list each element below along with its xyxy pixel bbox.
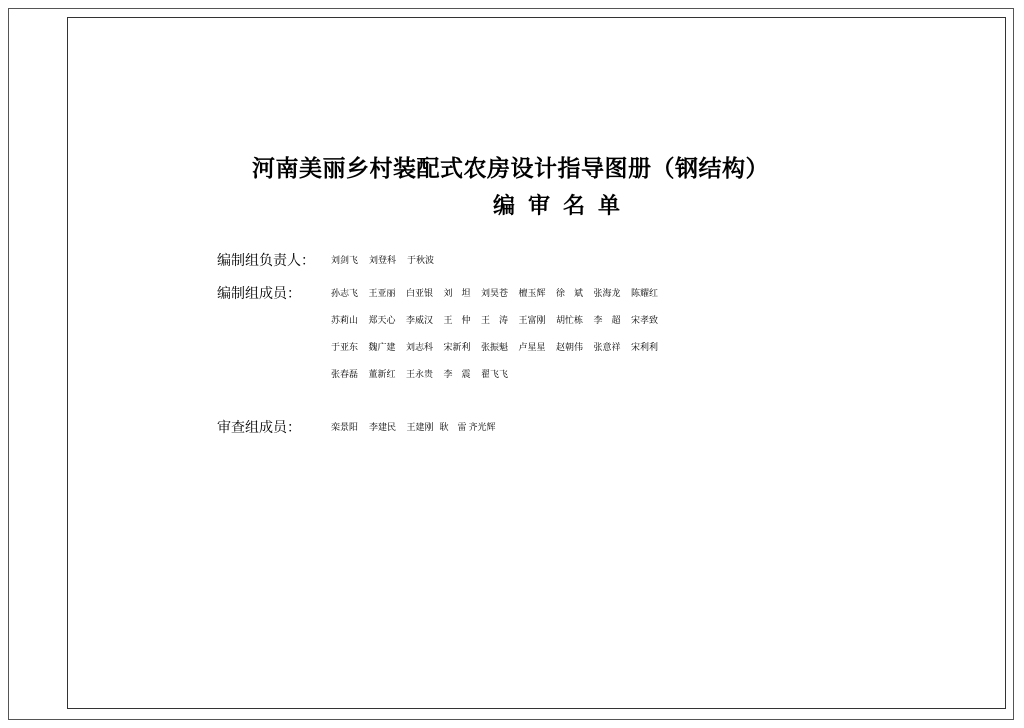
lead-label: 编制组负责人： (217, 253, 315, 269)
person-name: 董新红 (368, 370, 396, 380)
person-name: 王亚丽 (368, 289, 396, 299)
person-name: 胡忙栋 (556, 316, 584, 326)
review-label: 审查组成员： (217, 420, 301, 436)
person-name: 赵朝伟 (556, 343, 584, 353)
person-name: 刘昊苍 (481, 289, 509, 299)
name-row (331, 286, 669, 313)
members-names (331, 286, 669, 394)
person-name: 魏广建 (368, 343, 396, 353)
person-name: 李建民 (369, 423, 397, 433)
person-name: 王 仲 (443, 316, 471, 326)
lead-names (331, 253, 445, 280)
person-name: 张海龙 (593, 289, 621, 299)
person-name: 徐 斌 (556, 289, 584, 299)
person-name: 刘 坦 (443, 289, 471, 299)
person-name: 宋利利 (631, 343, 659, 353)
person-name: 李威汉 (406, 316, 434, 326)
person-name: 李 超 (593, 316, 621, 326)
name-row (331, 340, 669, 367)
person-name: 刘志科 (406, 343, 434, 353)
person-name: 张振魁 (481, 343, 509, 353)
person-name: 翟飞飞 (481, 370, 509, 380)
person-name: 于秋波 (407, 256, 435, 266)
person-name: 苏莉山 (331, 316, 359, 326)
person-name: 宋孝致 (631, 316, 659, 326)
person-name: 刘登科 (369, 256, 397, 266)
person-name: 王 涛 (481, 316, 509, 326)
person-name: 王富刚 (518, 316, 546, 326)
name-row (331, 367, 669, 394)
name-row (331, 253, 445, 280)
person-name: 白亚银 (406, 289, 434, 299)
review-names (331, 420, 506, 447)
person-name: 耿 雷 (439, 423, 467, 433)
person-name: 陈耀红 (631, 289, 659, 299)
name-row (331, 420, 506, 447)
members-label: 编制组成员： (217, 286, 301, 302)
person-name: 张春磊 (331, 370, 359, 380)
person-name: 卢星星 (518, 343, 546, 353)
person-name: 宋新利 (443, 343, 471, 353)
document-title: 河南美丽乡村装配式农房设计指导图册（钢结构） (252, 156, 769, 182)
person-name: 郑天心 (368, 316, 396, 326)
person-name: 王永贵 (406, 370, 434, 380)
person-name: 齐光辉 (468, 423, 496, 433)
person-name: 李 震 (443, 370, 471, 380)
person-name: 孙志飞 (331, 289, 359, 299)
person-name: 王建刚 (406, 423, 434, 433)
person-name: 檀玉辉 (518, 289, 546, 299)
person-name: 刘剑飞 (331, 256, 359, 266)
person-name: 栾景阳 (331, 423, 359, 433)
person-name: 于亚东 (331, 343, 359, 353)
name-row (331, 313, 669, 340)
document-subtitle: 编审名单 (493, 194, 634, 219)
person-name: 张意祥 (593, 343, 621, 353)
